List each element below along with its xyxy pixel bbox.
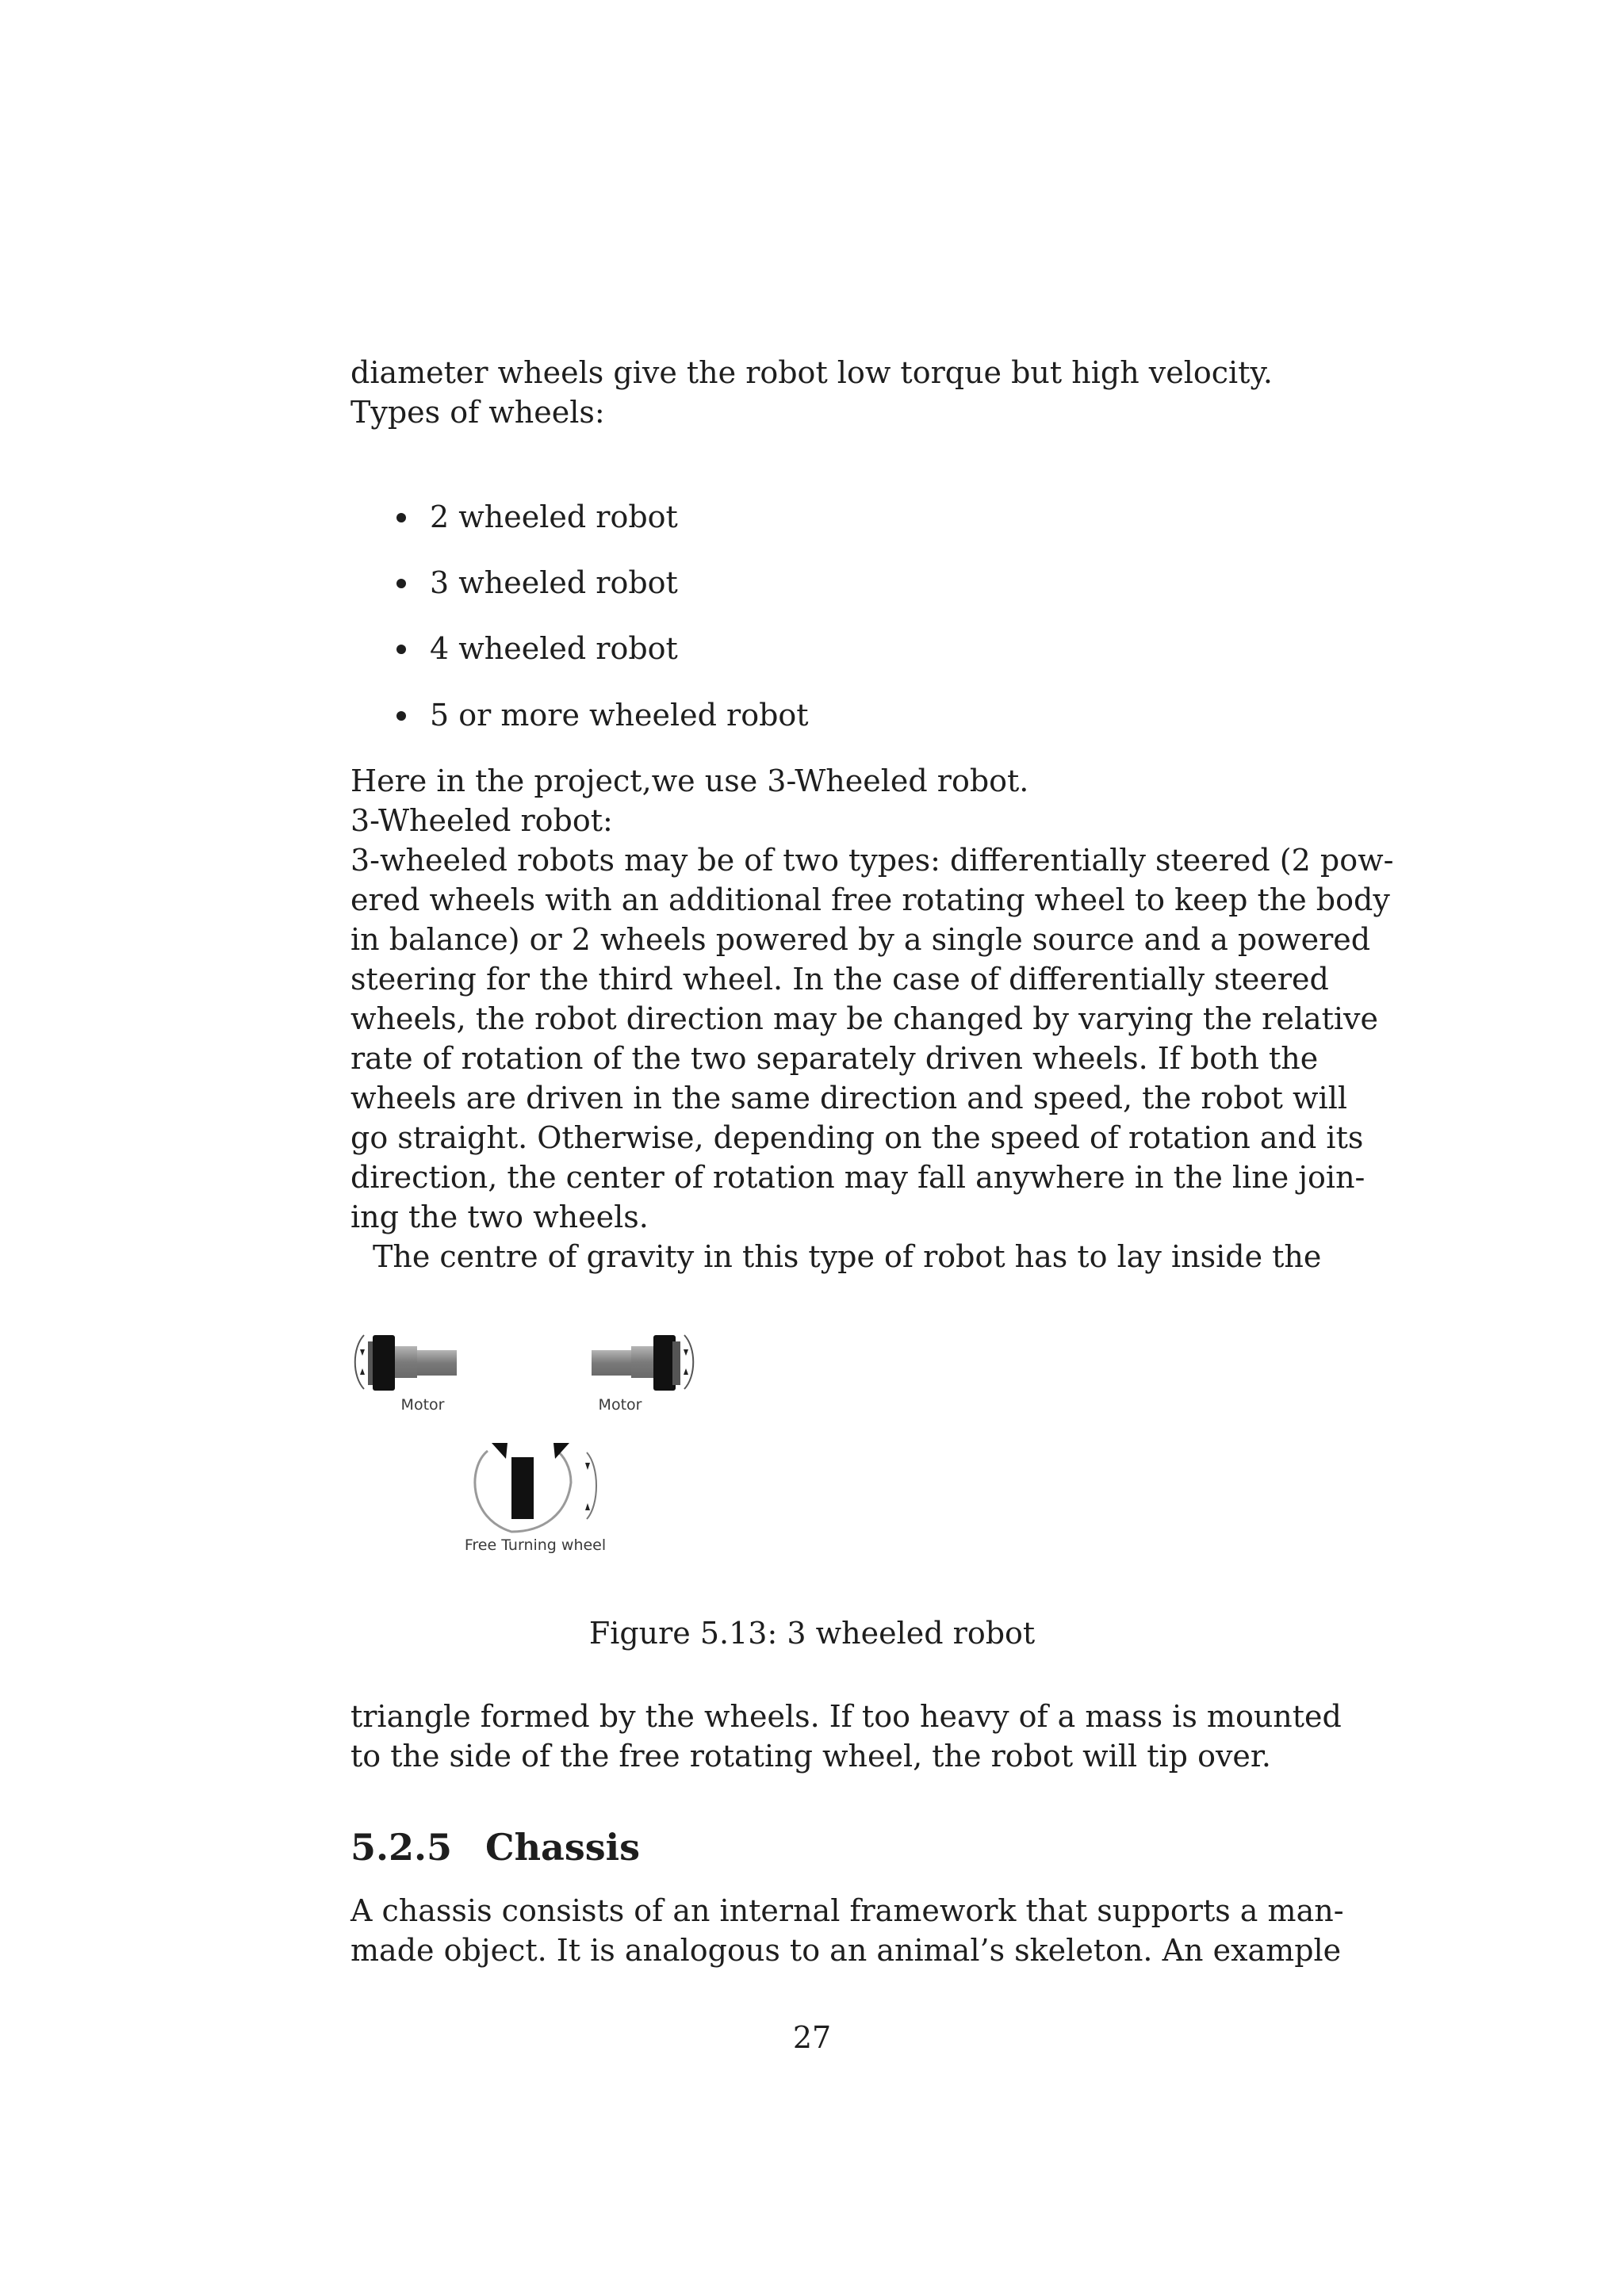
after-figure-paragraph [350, 1697, 1342, 1776]
text-line: A chassis consists of an internal framework that supports a man- [350, 1893, 1344, 1928]
section-number: 5.2.5 [350, 1826, 453, 1869]
figure-caption: Figure 5.13: 3 wheeled robot [588, 1616, 1036, 1651]
bullet-icon [396, 579, 406, 588]
text-line: wheels are driven in the same direction and speed, the robot will [350, 1081, 1348, 1115]
page-number: 27 [792, 2020, 832, 2055]
text-line: 3-Wheeled robot: [350, 803, 613, 838]
text-line: steering for the third wheel. In the case of differentially steered [350, 962, 1329, 997]
text-line: direction, the center of rotation may fall anywhere in the line join- [350, 1160, 1365, 1195]
section-heading [350, 1823, 640, 1871]
left-motor-icon [355, 1335, 457, 1391]
section-title: Chassis [485, 1826, 641, 1869]
text-line: in balance) or 2 wheels powered by a single source and a powered [350, 922, 1371, 957]
text-line: rate of rotation of the two separately driven wheels. If both the [350, 1041, 1319, 1076]
text-line: wheels, the robot direction may be changed by varying the relative [350, 1001, 1379, 1036]
bullet-icon [396, 711, 406, 721]
text-line: go straight. Otherwise, depending on the speed of rotation and its [350, 1120, 1364, 1155]
robot-diagram [349, 1324, 745, 1578]
text-line: triangle formed by the wheels. If too heavy of a mass is mounted [350, 1699, 1342, 1734]
text-line: ered wheels with an additional free rotating wheel to keep the body [350, 882, 1390, 917]
body-paragraph [350, 761, 1394, 1237]
free-turning-wheel-icon [475, 1443, 596, 1532]
text-line: to the side of the free rotating wheel, the robot will tip over. [350, 1739, 1271, 1774]
text-line: diameter wheels give the robot low torque but high velocity. [350, 355, 1273, 390]
text-line: ing the two wheels. [350, 1200, 649, 1234]
document-page: diameter wheels give the robot low torque but high velocity. Types of wheels: 2 wheeled robot 3 wheeled robot 4 wheeled robot 5 or more wheeled robot Here in the project,we use 3-Wheeled robot. 3-Wheeled robot: 3-wheeled robots may be of two types: differentially steered (2 pow- ered wheels with an additional free rotating wheel to keep the body in balance) or 2 wheels powered by a single source and a powered steering for the third wheel. In the case of differentially steered wheels, the robot direction may be changed by varying the relative rate of rotation of the two separately driven wheels. If both the wheels are driven in the same direction and speed, the robot will go straight. Otherwise, depending on the speed of rotation and its direction, the center of rotation may fall anywhere in the line join- ing the two wheels. The centre of gravity in this type of robot has to lay inside the Motor Motor Free Turning wheel Figure 5.13: 3 wheeled robot triangle formed by the wheels. If too heavy of a mass is mounted to the side of the free rotating wheel, the robot will tip over. 5.2.5 Chassis A chassis consists of an internal framework that supports a man- made object. It is analogous to an animal’s skeleton. An example 27 [0, 0, 1624, 2296]
text-line: Types of wheels: [350, 395, 605, 430]
three-wheeled-robot-figure [349, 1324, 745, 1578]
text-line: 3-wheeled robots may be of two types: differentially steered (2 pow- [350, 843, 1394, 878]
intro-paragraph [350, 353, 1288, 432]
text-line: The centre of gravity in this type of robot has to lay inside the [373, 1239, 1322, 1274]
chassis-paragraph [350, 1891, 1344, 1970]
right-motor-label: Motor [598, 1396, 642, 1414]
right-motor-icon [592, 1335, 693, 1391]
gravity-paragraph [373, 1237, 1322, 1276]
text-line: Here in the project,we use 3-Wheeled robot. [350, 763, 1029, 798]
text-line: made object. It is analogous to an animal’s skeleton. An example [350, 1933, 1342, 1968]
bullet-icon [396, 513, 406, 522]
bullet-icon [396, 645, 406, 654]
left-motor-label: Motor [400, 1396, 445, 1414]
free-turning-wheel-label: Free Turning wheel [464, 1536, 607, 1554]
